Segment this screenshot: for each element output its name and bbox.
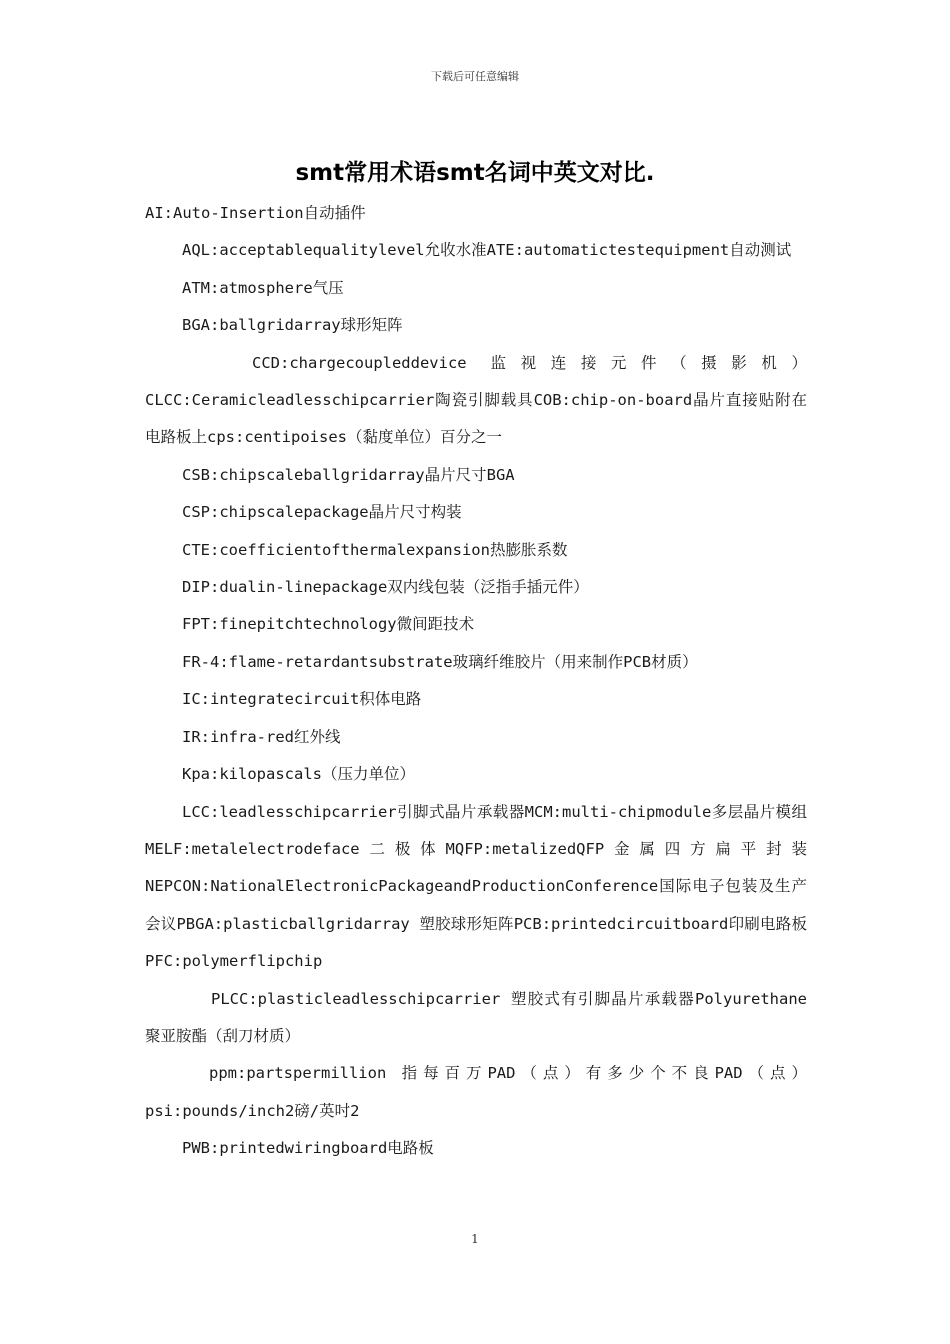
term-kpa: Kpa:kilopascals（压力单位） [182, 765, 415, 784]
term-ccd-clcc-cob-cps: CCD:chargecoupleddevice 监视连接元件（摄影机）CLCC:Ceramicleadlesschipcarrier陶瓷引脚载具COB:chip-on-board晶片直接贴附在电路板上cps:centipoises（黏度单位）百分之一 [145, 353, 807, 447]
document-body [145, 195, 807, 1168]
term-csp: CSP:chipscalepackage晶片尺寸构装 [182, 503, 462, 522]
term-ir: IR:infra-red红外线 [182, 727, 341, 746]
term-cte: CTE:coefficientofthermalexpansion热膨胀系数 [182, 540, 568, 559]
term-pwb: PWB:printedwiringboard电路板 [182, 1139, 434, 1158]
term-fpt: FPT:finepitchtechnology微间距技术 [182, 615, 475, 634]
term-fr4: FR-4:flame-retardantsubstrate玻璃纤维胶片（用来制作PCB材质） [182, 652, 698, 671]
term-aql-ate: AQL:acceptablequalitylevel允收水准ATE:automatictestequipment自动测试 [182, 241, 792, 260]
term-plcc-polyurethane: PLCC:plasticleadlesschipcarrier 塑胶式有引脚晶片承载器Polyurethane聚亚胺酯（刮刀材质） [145, 989, 807, 1045]
term-atm: ATM:atmosphere气压 [182, 278, 344, 297]
term-dip: DIP:dualin-linepackage双内线包装（泛指手插元件） [182, 578, 589, 597]
header-note: 下载后可任意编辑 [431, 70, 519, 83]
term-ic: IC:integratecircuit积体电路 [182, 690, 422, 709]
term-ai: AI:Auto-Insertion自动插件 [145, 204, 366, 222]
term-ppm-psi: ppm:partspermillion 指每百万PAD（点）有多少个不良PAD（点）psi:pounds/inch2磅/英吋2 [145, 1064, 807, 1120]
term-lcc-mcm-melf-mqfp-nepcon-pbga-pcb-pfc: LCC:leadlesschipcarrier引脚式晶片承载器MCM:multi-chipmodule多层晶片模组MELF:metalelectrodeface二极体MQFP:metalizedQFP金属四方扁平封装NEPCON:NationalElectronicPackageandProductionConference国际电子包装及生产会议PBGA:plasticballgridarray 塑胶球形矩阵PCB:printedcircuitboard印刷电路板PFC:polymerflipchip [145, 802, 807, 971]
term-csb: CSB:chipscaleballgridarray晶片尺寸BGA [182, 465, 515, 484]
page-number: 1 [471, 1232, 479, 1246]
document-title: smt常用术语smt名词中英文对比. [295, 160, 655, 186]
term-bga: BGA:ballgridarray球形矩阵 [182, 316, 403, 335]
